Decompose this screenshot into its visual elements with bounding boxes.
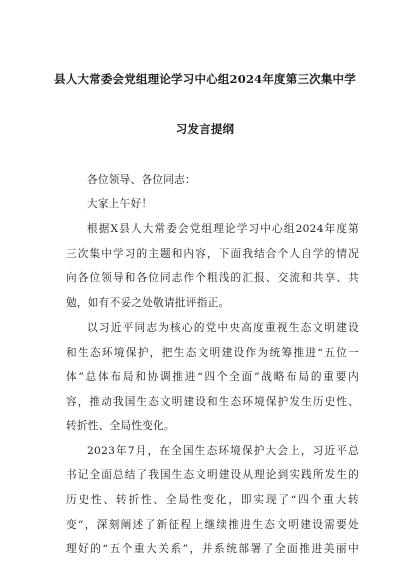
paragraph-2-line-2: 和生态环境保护，把生态文明建设作为统筹推进“五位一 <box>66 347 359 359</box>
paragraph-3-line-5: 理好的“五个重大关系”，并系统部署了全面推进美丽中 <box>66 543 359 555</box>
paragraph-1-line-2: 三次集中学习的主题和内容，下面我结合个人自学的情况 <box>66 248 359 260</box>
paragraph-1-line-1: 根据X县人大常委会党组理论学习中心组2024年度第 <box>87 223 359 235</box>
paragraph-3-line-2: 书记全面总结了我国生态文明建设从理论到实践所发生的 <box>66 469 359 481</box>
paragraph-1-line-4: 勉，如有不妥之处敬请批评指正。 <box>66 297 230 309</box>
salutation: 各位领导、各位同志： <box>87 174 196 186</box>
paragraph-3-line-3: 历史性、转折性、全局性变化，即实现了“四个重大转 <box>66 494 359 506</box>
paragraph-2-line-1: 以习近平同志为核心的党中央高度重视生态文明建设 <box>87 322 359 334</box>
document-title-line-1: 县人大常委会党组理论学习中心组2024年度第三次集中学 <box>54 72 356 86</box>
document-title-line-2: 习发言提纲 <box>175 122 235 136</box>
paragraph-2-line-5: 转折性、全局性变化。 <box>66 420 175 432</box>
paragraph-3-line-1: 2023年7月，在全国生态环境保护大会上，习近平总 <box>87 445 359 457</box>
greeting: 大家上午好！ <box>87 198 153 210</box>
paragraph-3-line-4: 变”，深刻阐述了新征程上继续推进生态文明建设需要处 <box>66 519 359 531</box>
paragraph-2-line-4: 容，推动我国生态文明建设和生态环境保护发生历史性、 <box>66 396 359 408</box>
paragraph-1-line-3: 向各位领导和各位同志作个粗浅的汇报、交流和共享、共 <box>66 272 359 284</box>
paragraph-2-line-3: 体”总体布局和协调推进“四个全面”战略布局的重要内 <box>66 371 359 383</box>
